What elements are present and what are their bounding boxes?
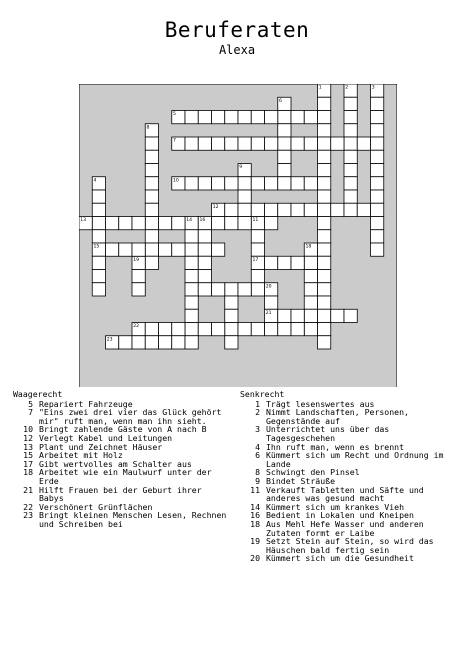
grid-cell[interactable] xyxy=(225,336,238,349)
grid-cell[interactable] xyxy=(198,283,211,296)
grid-cell[interactable] xyxy=(278,309,291,322)
grid-cell[interactable] xyxy=(119,217,132,230)
grid-cell[interactable] xyxy=(145,243,158,256)
grid-cell[interactable] xyxy=(251,111,264,124)
clue-text: Bindet Sträuße xyxy=(266,475,336,486)
clue-text: Bringt kleinen Menschen Lesen, Rechnen und Schreiben bei xyxy=(39,510,227,529)
grid-cell[interactable] xyxy=(265,111,278,124)
grid-cell[interactable] xyxy=(212,283,225,296)
grid-cell[interactable] xyxy=(212,137,225,150)
down-heading: Senkrecht xyxy=(240,389,285,399)
clue-number: 21 xyxy=(23,484,33,495)
grid-cell[interactable] xyxy=(318,323,331,336)
grid-cell[interactable] xyxy=(238,203,251,216)
grid-cell[interactable] xyxy=(212,323,225,336)
grid-cell[interactable] xyxy=(145,256,158,269)
grid-cell[interactable] xyxy=(251,283,264,296)
grid-cell[interactable] xyxy=(185,177,198,190)
grid-cell[interactable] xyxy=(145,150,158,163)
clue-text: Kümmert sich um die Gesundheit xyxy=(266,553,414,564)
grid-clue-number: 23 xyxy=(106,337,113,343)
down-clues xyxy=(240,390,462,563)
grid-cell[interactable] xyxy=(278,256,291,269)
grid-cell[interactable] xyxy=(265,203,278,216)
grid-cell[interactable] xyxy=(212,111,225,124)
clue-text: "Eins zwei drei vier das Glück gehört mir" ruft man, wenn man ihn sieht. xyxy=(39,407,222,426)
grid-cell[interactable] xyxy=(265,296,278,309)
grid-cell[interactable] xyxy=(185,323,198,336)
grid-clue-number: 5 xyxy=(172,112,176,118)
grid-cell[interactable] xyxy=(265,137,278,150)
grid-cell[interactable] xyxy=(238,177,251,190)
grid-cell[interactable] xyxy=(278,137,291,150)
grid-cell[interactable] xyxy=(225,111,238,124)
grid-cell[interactable] xyxy=(92,256,105,269)
grid-cell[interactable] xyxy=(291,203,304,216)
grid-cell[interactable] xyxy=(304,137,317,150)
grid-cell[interactable] xyxy=(318,217,331,230)
grid-cell[interactable] xyxy=(159,323,172,336)
grid-clue-number: 1 xyxy=(318,85,322,91)
grid-cell[interactable] xyxy=(331,309,344,322)
grid-cell[interactable] xyxy=(92,270,105,283)
grid-cell[interactable] xyxy=(291,323,304,336)
grid-cell[interactable] xyxy=(371,177,384,190)
clue-number: 14 xyxy=(250,501,260,512)
clue-down-11 xyxy=(240,486,462,503)
grid-cell[interactable] xyxy=(291,177,304,190)
grid-cell[interactable] xyxy=(159,217,172,230)
clue-across-18 xyxy=(13,468,228,485)
grid-cell[interactable] xyxy=(371,190,384,203)
grid-cell[interactable] xyxy=(344,164,357,177)
grid-cell[interactable] xyxy=(278,323,291,336)
grid-cell[interactable] xyxy=(185,296,198,309)
grid-cell[interactable] xyxy=(371,230,384,243)
grid-cell[interactable] xyxy=(238,323,251,336)
clue-text: Verlegt Kabel und Leitungen xyxy=(39,432,173,443)
grid-cell[interactable] xyxy=(304,283,317,296)
clue-text: Verschönert Grünflächen xyxy=(39,501,153,512)
clue-text: Unterrichtet uns über das Tagesgeschehen xyxy=(266,424,390,443)
grid-cell[interactable] xyxy=(159,243,172,256)
clue-number: 18 xyxy=(23,467,33,478)
grid-cell[interactable] xyxy=(238,137,251,150)
grid-cell[interactable] xyxy=(344,203,357,216)
grid-cell[interactable] xyxy=(291,309,304,322)
grid-cell[interactable] xyxy=(238,283,251,296)
clue-number: 12 xyxy=(23,432,33,443)
grid-cell[interactable] xyxy=(198,323,211,336)
grid-cell[interactable] xyxy=(318,256,331,269)
grid-cell[interactable] xyxy=(291,111,304,124)
clue-text: Aus Mehl Hefe Wasser und anderen Zutaten formt er Laibe xyxy=(266,518,424,538)
grid-cell[interactable] xyxy=(304,203,317,216)
grid-cell[interactable] xyxy=(225,177,238,190)
grid-cell[interactable] xyxy=(251,137,264,150)
grid-cell[interactable] xyxy=(318,137,331,150)
grid-clue-number: 16 xyxy=(199,218,206,224)
grid-cell[interactable] xyxy=(344,124,357,137)
clue-number: 17 xyxy=(23,458,33,469)
grid-cell[interactable] xyxy=(251,323,264,336)
clue-down-19 xyxy=(240,537,462,554)
grid-cell[interactable] xyxy=(225,283,238,296)
grid-cell[interactable] xyxy=(172,323,185,336)
clue-text: Plant und Zeichnet Häuser xyxy=(39,441,163,452)
grid-cell[interactable] xyxy=(371,243,384,256)
clue-number: 3 xyxy=(255,424,260,435)
grid-clue-number: 7 xyxy=(172,138,176,144)
clue-text: Repariert Fahrzeuge xyxy=(39,398,133,409)
grid-clue-number: 15 xyxy=(93,244,100,250)
clue-text: Bringt zahlende Gäste von A nach B xyxy=(39,424,207,435)
grid-cell[interactable] xyxy=(238,190,251,203)
grid-cell[interactable] xyxy=(225,296,238,309)
grid-cell[interactable] xyxy=(251,203,264,216)
grid-clue-number: 20 xyxy=(265,284,272,290)
grid-cell[interactable] xyxy=(344,111,357,124)
grid-cell[interactable] xyxy=(185,230,198,243)
grid-cell[interactable] xyxy=(132,270,145,283)
grid-cell[interactable] xyxy=(318,230,331,243)
grid-cell[interactable] xyxy=(225,217,238,230)
clue-number: 18 xyxy=(250,518,260,529)
clue-across-21 xyxy=(13,486,228,503)
clue-number: 13 xyxy=(23,441,33,452)
clue-number: 6 xyxy=(255,450,260,461)
grid-cell[interactable] xyxy=(92,217,105,230)
grid-cell[interactable] xyxy=(185,283,198,296)
grid-clue-number: 18 xyxy=(305,244,312,250)
grid-cell[interactable] xyxy=(278,124,291,137)
grid-cell[interactable] xyxy=(92,230,105,243)
grid-cell[interactable] xyxy=(291,256,304,269)
clue-text: Hilft Frauen bei der Geburt ihrer Babys xyxy=(39,484,202,504)
grid-cell[interactable] xyxy=(172,336,185,349)
clue-number: 20 xyxy=(250,553,260,564)
grid-cell[interactable] xyxy=(145,203,158,216)
grid-cell[interactable] xyxy=(265,217,278,230)
grid-clue-number: 21 xyxy=(265,310,272,316)
grid-cell[interactable] xyxy=(318,150,331,163)
grid-cell[interactable] xyxy=(318,190,331,203)
grid-cell[interactable] xyxy=(278,150,291,163)
grid-cell[interactable] xyxy=(172,217,185,230)
grid-cell[interactable] xyxy=(371,137,384,150)
grid-cell[interactable] xyxy=(119,336,132,349)
grid-cell[interactable] xyxy=(318,309,331,322)
grid-cell[interactable] xyxy=(318,270,331,283)
grid-cell[interactable] xyxy=(291,137,304,150)
clue-number: 22 xyxy=(23,501,33,512)
clue-text: Arbeitet mit Holz xyxy=(39,450,123,461)
grid-cell[interactable] xyxy=(238,217,251,230)
grid-cell[interactable] xyxy=(278,203,291,216)
grid-cell[interactable] xyxy=(145,177,158,190)
grid-cell[interactable] xyxy=(357,203,370,216)
grid-cell[interactable] xyxy=(265,323,278,336)
clue-down-18 xyxy=(240,520,462,537)
grid-cell[interactable] xyxy=(92,203,105,216)
grid-cell[interactable] xyxy=(371,111,384,124)
grid-cell[interactable] xyxy=(318,243,331,256)
grid-cell[interactable] xyxy=(212,243,225,256)
grid-cell[interactable] xyxy=(331,203,344,216)
clue-number: 8 xyxy=(255,467,260,478)
grid-cell[interactable] xyxy=(318,164,331,177)
grid-clue-number: 6 xyxy=(278,98,282,104)
grid-cell[interactable] xyxy=(344,137,357,150)
grid-cell[interactable] xyxy=(278,111,291,124)
clue-text: Bedient in Lokalen und Kneipen xyxy=(266,510,414,521)
puzzle-title: Beruferaten xyxy=(164,18,310,42)
grid-cell[interactable] xyxy=(331,137,344,150)
grid-cell[interactable] xyxy=(212,177,225,190)
grid-cell[interactable] xyxy=(304,309,317,322)
grid-cell[interactable] xyxy=(132,336,145,349)
grid-cell[interactable] xyxy=(145,323,158,336)
grid-cell[interactable] xyxy=(92,283,105,296)
grid-cell[interactable] xyxy=(198,230,211,243)
clue-down-20 xyxy=(240,554,462,563)
grid-cell[interactable] xyxy=(225,137,238,150)
grid-clue-number: 11 xyxy=(252,218,259,224)
grid-cell[interactable] xyxy=(106,243,119,256)
grid-cell[interactable] xyxy=(132,283,145,296)
grid-cell[interactable] xyxy=(238,111,251,124)
grid-clue-number: 3 xyxy=(371,85,375,91)
grid-clue-number: 10 xyxy=(172,178,179,184)
clue-number: 10 xyxy=(23,424,33,435)
grid-cell[interactable] xyxy=(185,137,198,150)
grid-cell[interactable] xyxy=(318,203,331,216)
grid-cell[interactable] xyxy=(185,336,198,349)
grid-cell[interactable] xyxy=(344,177,357,190)
grid-cell[interactable] xyxy=(265,256,278,269)
grid-cell[interactable] xyxy=(344,150,357,163)
clue-text: Ihn ruft man, wenn es brennt xyxy=(266,441,405,452)
grid-cell[interactable] xyxy=(304,111,317,124)
grid-cell[interactable] xyxy=(145,217,158,230)
grid-cell[interactable] xyxy=(371,97,384,110)
grid-clue-number: 17 xyxy=(252,257,259,263)
grid-cell[interactable] xyxy=(357,137,370,150)
grid-clue-number: 8 xyxy=(146,125,150,131)
grid-cell[interactable] xyxy=(304,177,317,190)
crossword-grid xyxy=(79,84,397,387)
grid-cell[interactable] xyxy=(344,309,357,322)
grid-cell[interactable] xyxy=(185,256,198,269)
grid-cell[interactable] xyxy=(198,270,211,283)
grid-cell[interactable] xyxy=(106,217,119,230)
clue-text: Schwingt den Pinsel xyxy=(266,467,360,478)
grid-cell[interactable] xyxy=(185,309,198,322)
grid-cell[interactable] xyxy=(198,137,211,150)
clue-number: 5 xyxy=(28,398,33,409)
clue-down-3 xyxy=(240,425,462,442)
clue-number: 11 xyxy=(250,484,260,495)
grid-clue-number: 9 xyxy=(239,165,243,171)
grid-cell[interactable] xyxy=(344,97,357,110)
grid-cell[interactable] xyxy=(278,177,291,190)
clue-down-6 xyxy=(240,451,462,468)
grid-cell[interactable] xyxy=(159,336,172,349)
grid-cell[interactable] xyxy=(304,256,317,269)
clue-down-2 xyxy=(240,408,462,425)
clue-number: 1 xyxy=(255,398,260,409)
grid-cell[interactable] xyxy=(304,270,317,283)
grid-cell[interactable] xyxy=(318,283,331,296)
grid-cell[interactable] xyxy=(185,270,198,283)
grid-cell[interactable] xyxy=(198,177,211,190)
grid-cell[interactable] xyxy=(318,336,331,349)
clue-text: Nimmt Landschaften, Personen, Gegenstände auf xyxy=(266,407,409,426)
grid-cell[interactable] xyxy=(318,97,331,110)
grid-cell[interactable] xyxy=(145,190,158,203)
clue-text: Verkauft Tabletten und Säfte und anderes was gesund macht xyxy=(266,484,424,504)
grid-cell[interactable] xyxy=(318,177,331,190)
clue-number: 15 xyxy=(23,450,33,461)
grid-cell[interactable] xyxy=(225,309,238,322)
grid-cell[interactable] xyxy=(198,111,211,124)
clue-text: Kümmert sich um Recht und Ordnung im Lande xyxy=(266,450,444,469)
grid-cell[interactable] xyxy=(198,243,211,256)
grid-cell[interactable] xyxy=(251,230,264,243)
clue-across-23 xyxy=(13,511,228,528)
clue-number: 4 xyxy=(255,441,260,452)
grid-cell[interactable] xyxy=(304,296,317,309)
grid-cell[interactable] xyxy=(185,111,198,124)
grid-cell[interactable] xyxy=(185,243,198,256)
grid-cell[interactable] xyxy=(278,164,291,177)
clue-number: 7 xyxy=(28,407,33,418)
clue-number: 9 xyxy=(255,475,260,486)
grid-cell[interactable] xyxy=(145,230,158,243)
grid-clue-number: 4 xyxy=(93,178,97,184)
grid-cell[interactable] xyxy=(371,150,384,163)
grid-clue-number: 12 xyxy=(212,204,219,210)
grid-cell[interactable] xyxy=(251,270,264,283)
clue-text: Gibt wertvolles am Schalter aus xyxy=(39,458,192,469)
grid-cell[interactable] xyxy=(304,323,317,336)
grid-cell[interactable] xyxy=(251,243,264,256)
grid-cell[interactable] xyxy=(371,217,384,230)
grid-cell[interactable] xyxy=(371,164,384,177)
clue-text: Trägt lesenswertes aus xyxy=(266,398,375,409)
clue-number: 16 xyxy=(250,510,260,521)
grid-cell[interactable] xyxy=(251,177,264,190)
grid-cell[interactable] xyxy=(172,243,185,256)
grid-cell[interactable] xyxy=(318,124,331,137)
clue-across-7 xyxy=(13,408,228,425)
grid-cell[interactable] xyxy=(132,217,145,230)
grid-cell[interactable] xyxy=(225,203,238,216)
grid-clue-number: 14 xyxy=(186,218,193,224)
grid-cell[interactable] xyxy=(119,243,132,256)
grid-cell[interactable] xyxy=(92,190,105,203)
grid-clue-number: 19 xyxy=(133,257,140,263)
grid-cell[interactable] xyxy=(318,111,331,124)
grid-cell[interactable] xyxy=(371,203,384,216)
grid-cell[interactable] xyxy=(132,243,145,256)
grid-cell[interactable] xyxy=(265,177,278,190)
grid-cell[interactable] xyxy=(145,336,158,349)
clue-text: Setzt Stein auf Stein, so wird das Häuschen bald fertig sein xyxy=(266,536,434,555)
grid-cell[interactable] xyxy=(145,164,158,177)
grid-cell[interactable] xyxy=(225,323,238,336)
clue-text: Arbeitet wie ein Maulwurf unter der Erde xyxy=(39,467,212,486)
grid-clue-number: 13 xyxy=(80,218,87,224)
grid-cell[interactable] xyxy=(318,296,331,309)
clue-number: 23 xyxy=(23,510,33,521)
grid-cell[interactable] xyxy=(371,124,384,137)
grid-cell[interactable] xyxy=(212,217,225,230)
clue-number: 19 xyxy=(250,536,260,547)
grid-clue-number: 22 xyxy=(133,324,140,330)
clue-text: Kümmert sich um krankes Vieh xyxy=(266,501,405,512)
clue-number: 2 xyxy=(255,407,260,418)
puzzle-author: Alexa xyxy=(218,43,256,57)
grid-cell[interactable] xyxy=(145,137,158,150)
across-clues xyxy=(13,390,228,529)
grid-cell[interactable] xyxy=(344,190,357,203)
across-heading: Waagerecht xyxy=(13,389,63,399)
grid-clue-number: 2 xyxy=(345,85,349,91)
grid-cell[interactable] xyxy=(198,256,211,269)
